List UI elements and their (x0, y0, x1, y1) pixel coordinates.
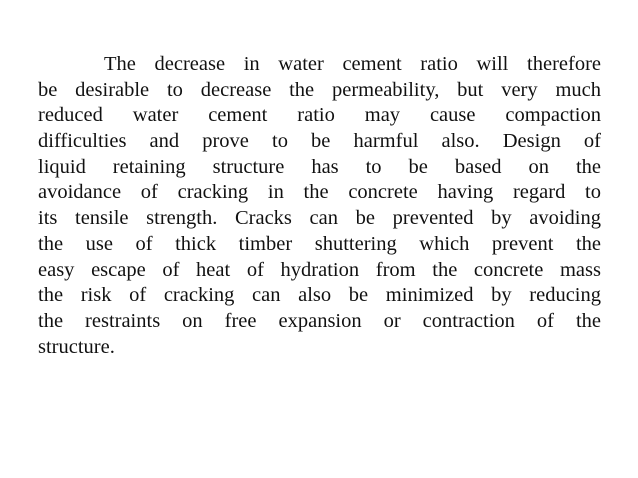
paragraph-line: easy escape of heat of hydration from the concrete mass (38, 258, 601, 281)
paragraph-line: avoidance of cracking in the concrete having regard to (38, 181, 601, 204)
paragraph-line: the use of thick timber shuttering which prevent the (38, 232, 601, 255)
paragraph-line: be desirable to decrease the permeability, but very much (38, 78, 601, 101)
paragraph-line: reduced water cement ratio may cause compaction (38, 104, 601, 127)
paragraph-line: structure. (38, 335, 115, 358)
paragraph-line: liquid retaining structure has to be based on the (38, 155, 601, 178)
paragraph-line: the risk of cracking can also be minimized by reducing (38, 284, 601, 307)
paragraph-line: The decrease in water cement ratio will therefore (104, 53, 601, 75)
body-paragraph (38, 52, 601, 360)
paragraph-line: its tensile strength. Cracks can be prevented by avoiding (38, 207, 601, 230)
paragraph-line: difficulties and prove to be harmful also. Design of (38, 130, 601, 153)
paragraph-line: the restraints on free expansion or contraction of the (38, 309, 601, 332)
